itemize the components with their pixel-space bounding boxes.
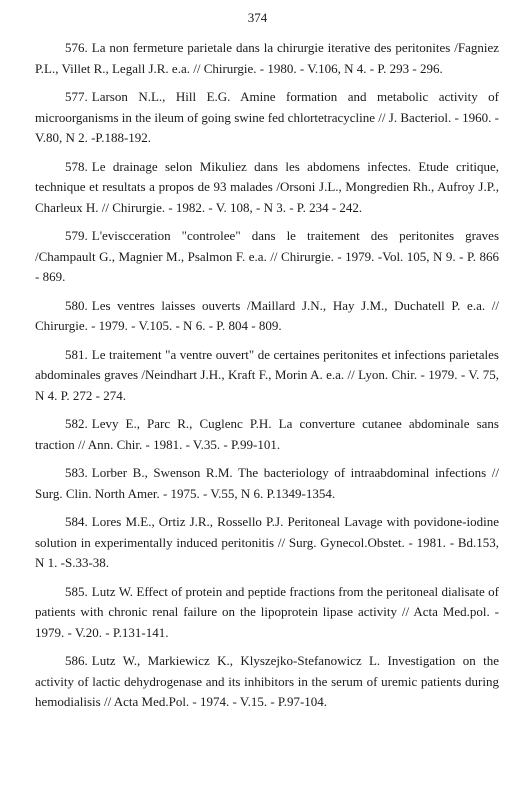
reference-entry bbox=[35, 226, 499, 288]
reference-text: Les ventres laisses ouverts /Maillard J.N., Hay J.M., Duchatell P. e.a. // Chirurgie. - 1979. - V.105. - N 6. - P. 804 - 809. bbox=[35, 297, 499, 333]
reference-entry bbox=[35, 345, 499, 407]
reference-number: 582. bbox=[65, 416, 88, 431]
reference-text: Larson N.L., Hill E.G. Amine formation and metabolic activity of microorganisms in the ileum of going swine fed chlortetracycline // J. Bacteriol. - 1960. - V.80, N 2. -P.188-192. bbox=[35, 89, 499, 145]
reference-entry bbox=[35, 463, 499, 504]
reference-entry bbox=[35, 512, 499, 574]
reference-text: Levy E., Parc R., Cuglenc P.H. La converture cutanee abdominale sans traction // Ann. Chir. - 1981. - V.35. - P.99-101. bbox=[35, 416, 499, 452]
reference-number: 583. bbox=[65, 465, 88, 480]
reference-entry bbox=[35, 296, 499, 337]
page-number: 374 bbox=[247, 10, 268, 25]
reference-number: 580. bbox=[65, 297, 88, 313]
reference-number: 579. bbox=[65, 228, 88, 243]
reference-list bbox=[35, 38, 499, 721]
reference-number: 581. bbox=[65, 346, 88, 362]
reference-text: Le drainage selon Mikuliez dans les abdomens infectes. Etude critique, technique et resultats a propos de 93 malades /Orsoni J.L., Mongredien Rh., Aufroy J.P., Charleux H. // Chirurgie. - 1982. - V. 108, - N 3. - P. 234 - 242. bbox=[35, 158, 499, 215]
reference-number: 586. bbox=[65, 653, 88, 668]
reference-text: Lores M.E., Ortiz J.R., Rossello P.J. Peritoneal Lavage with povidone-iodine solution in experimentally induced peritonitis // Surg. Gynecol.Obstet. - 1981. - Bd.153, N 1. -S.33-38. bbox=[35, 514, 499, 570]
reference-entry bbox=[35, 582, 499, 644]
reference-text: Lorber B., Swenson R.M. The bacteriology of intraabdominal infections // Surg. Clin. North Amer. - 1975. - V.55, N 6. P.1349-1354. bbox=[35, 465, 499, 501]
reference-number: 577. bbox=[65, 89, 88, 104]
reference-entry bbox=[35, 87, 499, 149]
reference-text: Le traitement "a ventre ouvert" de certaines peritonites et infections parietales abdominales graves /Neindhart J.H., Kraft F., Morin A. e.a. // Lyon. Chir. - 1979. - V. 75, N 4. P. 272 - 274. bbox=[35, 346, 499, 403]
reference-entry bbox=[35, 38, 499, 79]
reference-entry bbox=[35, 651, 499, 713]
reference-entry bbox=[35, 414, 499, 455]
reference-text: La non fermeture parietale dans la chirurgie iterative des peritonites /Fagniez P.L., Villet R., Legall J.R. e.a. // Chirurgie. - 1980. - V.106, N 4. - P. 293 - 296. bbox=[35, 40, 499, 76]
reference-number: 578. bbox=[65, 158, 88, 174]
reference-entry bbox=[35, 157, 499, 219]
reference-number: 585. bbox=[65, 583, 88, 599]
reference-text: Lutz W., Markiewicz K., Klyszejko-Stefanowicz L. Investigation on the activity of lactic dehydrogenase and its inhibitors in the serum of uremic patients during hemodialisis // Acta Med.Pol. - 1974. - V.15. - P.97-104. bbox=[35, 653, 499, 709]
reference-text: L'eviscceration "controlee" dans le traitement des peritonites graves /Champault G., Magnier M., Psalmon F. e.a. // Chirurgie. - 1979. -Vol. 105, N 9. - P. 866 - 869. bbox=[35, 228, 499, 284]
reference-number: 584. bbox=[65, 514, 88, 529]
reference-number: 576. bbox=[65, 40, 88, 55]
reference-text: Lutz W. Effect of protein and peptide fractions from the peritoneal dialisate of patients with chronic renal failure on the lipoprotein lipase activity // Acta Med.pol. - 1979. - V.20. - P.131-141. bbox=[35, 583, 499, 640]
